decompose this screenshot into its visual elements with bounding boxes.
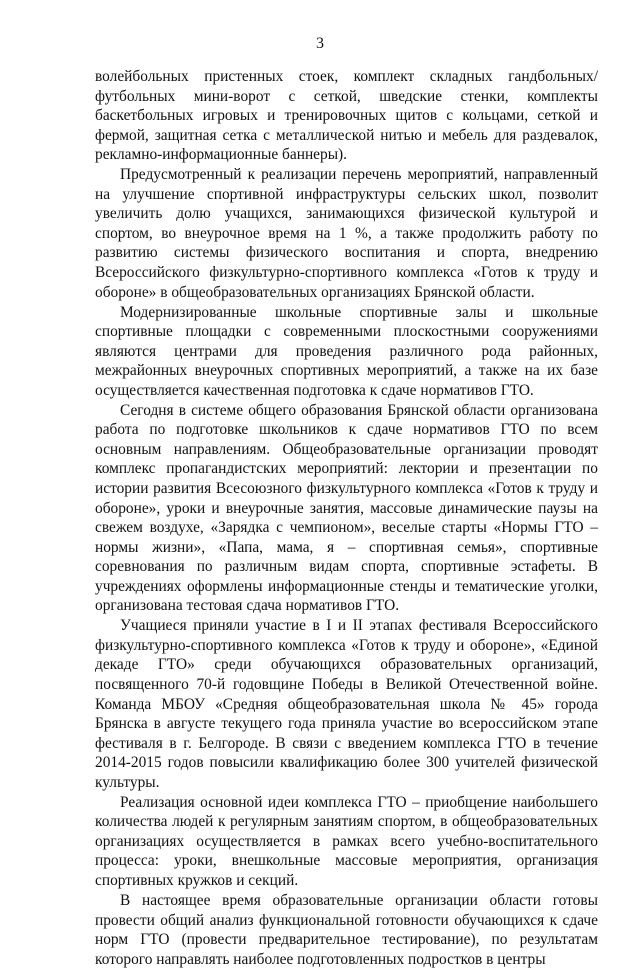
paragraph-analysis: В настоящее время образовательные организации области готовы провести общий анализ функциональной готовности обучающихся к сдаче норм ГТО (провести предварительное тестирование), по результатам которого направлять наиболее подготовленных подростков в центры	[95, 891, 598, 968]
page-number: 3	[316, 35, 324, 52]
paragraph-infrastructure: Предусмотренный к реализации перечень мероприятий, направленный на улучшение спортивной инфраструктуры сельских школ, позволит увеличить долю учащихся, занимающихся физической культурой и спортом, во внеурочное время на 1 %, а также продолжить работу по развитию системы физического воспитания и спорта, внедрению Всероссийского физкультурно-спортивного комплекса «Готов к труду и обороне» в общеобразовательных организациях Брянской области.	[95, 166, 598, 301]
paragraph-equipment-list: волейбольных пристенных стоек, комплект складных гандбольных/футбольных мини-ворот с сеткой, шведские стенки, комплекты баскетбольных игровых и тренировочных щитов с кольцами, сеткой и фермой, защитная сетка с металлической нитью и мебель для раздевалок, рекламно-информационные баннеры).	[95, 68, 598, 164]
paragraph-gto-preparation: Сегодня в системе общего образования Брянской области организована работа по подготовке школьников к сдаче нормативов ГТО по всем основным направлениям. Общеобразовательные организации проводят комплекс пропагандистских мероприятий: лектории и презентации по истории развития Всесоюзного физкультурного комплекса «Готов к труду и обороне», уроки и внеурочные занятия, массовые динамические паузы на свежем воздухе, «Зарядка с чемпионом», веселые старты «Нормы ГТО – нормы жизни», «Папа, мама, я – спортивная семья», спортивные соревнования по различным видам спорта, спортивные эстафеты. В учреждениях оформлены информационные стенды и тематические уголки, организована тестовая сдача нормативов ГТО.	[95, 401, 598, 615]
body-text	[95, 67, 598, 969]
paragraph-modernized-halls: Модернизированные школьные спортивные залы и школьные спортивные площадки с современными плоскостными сооружениями являются центрами для проведения различного рода районных, межрайонных внеурочных спортивных мероприятий, а также на их базе осуществляется качественная подготовка к сдаче нормативов ГТО.	[95, 303, 598, 399]
paragraph-festival: Учащиеся приняли участие в I и II этапах фестиваля Всероссийского физкультурно-спортивного комплекса «Готов к труду и обороне», «Единой декаде ГТО» среди обучающихся образовательных организаций, посвященного 70-й годовщине Победы в Великой Отечественной войне. Команда МБОУ «Средняя общеобразовательная школа № 45» города Брянска в августе текущего года приняла участие во всероссийском этапе фестиваля в г. Белгороде. В связи с введением комплекса ГТО в течение 2014-2015 годов повысили квалификацию более 300 учителей физической культуры.	[95, 617, 598, 791]
paragraph-main-idea: Реализация основной идеи комплекса ГТО – приобщение наибольшего количества людей к регулярным занятиям спортом, в общеобразовательных организациях осуществляется в рамках всего учебно-воспитательного процесса: уроки, внешкольные массовые мероприятия, организация спортивных кружков и секций.	[95, 793, 598, 889]
